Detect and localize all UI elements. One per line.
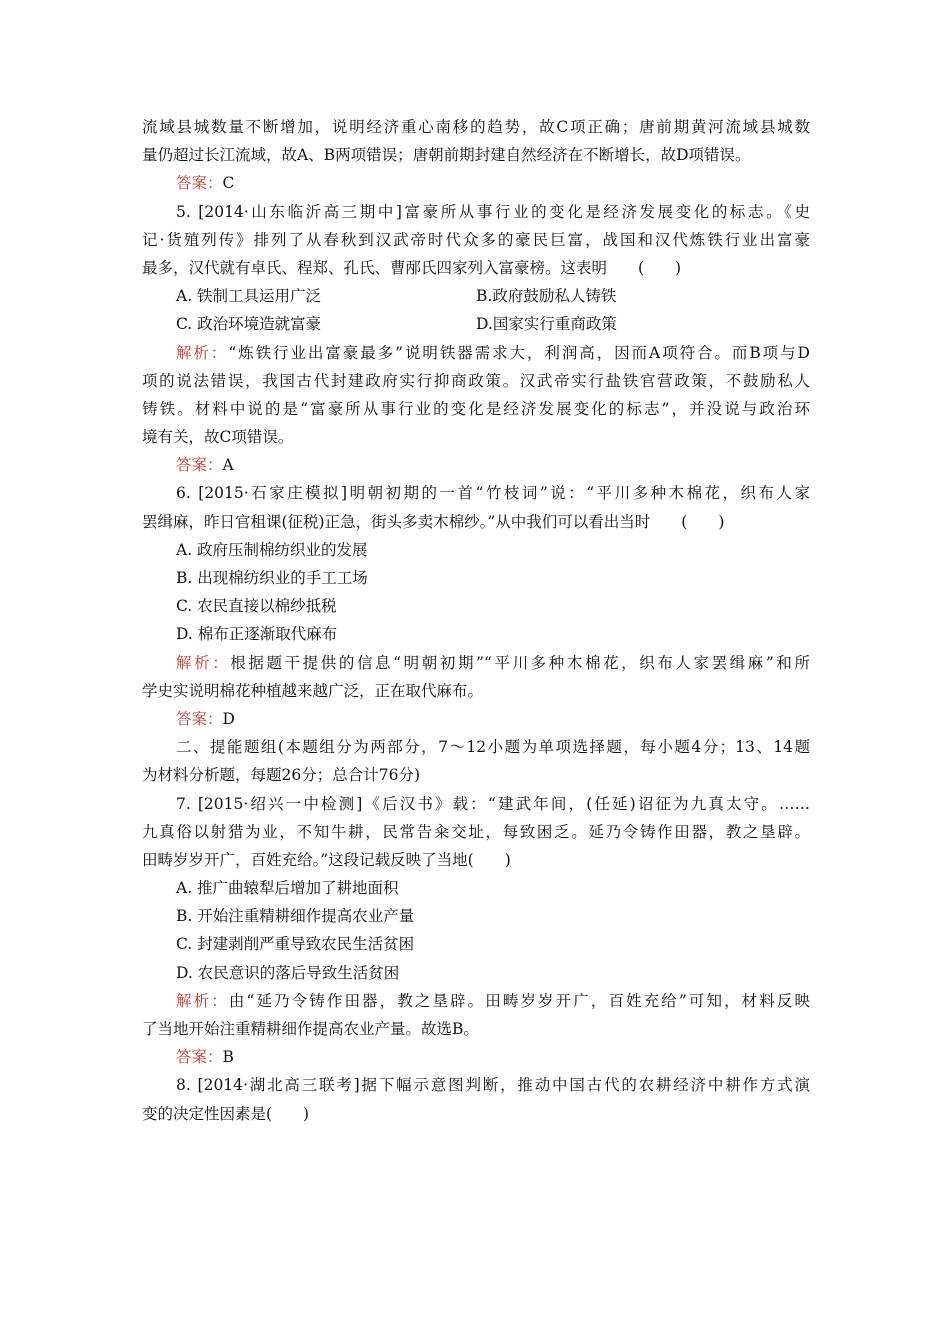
text-line: 九真俗以射猎为业，不知牛耕，民常告籴交址，每致困乏。延乃令铸作田器，教之垦辟。 [142,822,810,841]
text-line: 铸铁。材料中说的是“富豪所从事行业的变化是经济发展变化的标志”，并没说与政治环 [142,399,810,418]
analysis-text: 由“延乃令铸作田器，教之垦辟。田畴岁岁开广，百姓充给”可知，材料反映 [228,991,810,1010]
answer-line [142,451,810,479]
option-text: B.政府鼓励私人铸铁 [476,287,617,306]
analysis-line [142,987,810,1015]
text-line: 二、提能题组(本题组分为两部分，7～12小题为单项选择题，每小题4分；13、14题 [176,738,810,757]
option-line: A. 推广曲辕犁后增加了耕地面积 [176,879,399,898]
text-line: 记·货殖列传》排列了从春秋到汉武帝时代众多的豪民巨富，战国和汉代炼铁行业出富豪 [142,230,810,249]
answer-label: 答案： [176,709,223,728]
analysis-line [142,649,810,677]
answer-value: B [222,1048,234,1067]
answer-line [142,169,810,197]
option-line: B. 出现棉纺织业的手工工场 [176,569,368,587]
option-text: D.国家实行重商政策 [476,315,617,334]
text-line: 了当地开始注重精耕细作提高农业产量。故选B。 [142,1020,479,1038]
analysis-text: 根据题干提供的信息“明朝初期”“平川多种木棉花，织布人家罢缉麻”和所 [230,653,810,672]
answer-value: D [222,709,235,728]
option-row [142,310,810,338]
document-body [142,113,810,1128]
text-line: 项的说法错误，我国古代封建政府实行抑商政策。汉武帝实行盐铁官营政策，不鼓励私人 [142,371,810,390]
answer-value: A [222,456,234,475]
option-line: D. 农民意识的落后导致生活贫困 [176,963,400,982]
analysis-label: 解析： [176,343,229,362]
text-line: 田畴岁岁开广，百姓充给。”这段记载反映了当地( ) [142,850,511,869]
answer-label: 答案： [176,1048,223,1067]
analysis-line [142,339,810,367]
text-line: 最多，汉代就有卓氏、程郑、孔氏、曹邴氏四家列入富豪榜。这表明 ( ) [142,258,682,277]
text-line: 6. [2015·石家庄模拟]明朝初期的一首“竹枝词”说：“平川多种木棉花，织布人家 [176,484,810,503]
text-line: 量仍超过长江流域，故A、B两项错误；唐朝前期封建自然经济在不断增长，故D项错误。 [142,146,751,165]
answer-value: C [222,174,235,193]
text-line: 7. [2015·绍兴一中检测]《后汉书》载：“建武年间，(任延)诏征为九真太守。…… [176,794,810,813]
text-line: 变的决定性因素是( ) [142,1104,310,1123]
option-line: B. 开始注重精耕细作提高农业产量 [176,907,415,926]
text-line: 学史实说明棉花种植越来越广泛，正在取代麻布。 [142,681,484,700]
text-line: 流域县城数量不断增加，说明经济重心南移的趋势，故C项正确；唐前期黄河流域县城数 [142,118,810,136]
option-line: C. 封建剥削严重导致农民生活贫困 [176,935,415,954]
option-text: C. 政治环境造就富豪 [176,315,322,334]
text-line: 为材料分析题，每题26分；总合计76分) [142,766,420,785]
answer-label: 答案： [176,456,223,475]
text-line: 8. [2014·湖北高三联考]据下幅示意图判断，推动中国古代的农耕经济中耕作方式演 [176,1076,810,1095]
text-line: 境有关，故C项错误。 [142,428,294,447]
answer-line [142,705,810,733]
text-line: 罢缉麻，昨日官租课(征税)正急，街头多卖木棉纱。”从中我们可以看出当时 ( ) [142,512,725,531]
answer-label: 答案： [176,174,223,193]
analysis-text: “炼铁行业出富豪最多”说明铁器需求大，利润高，因而A项符合。而B项与D [228,343,810,362]
text-line: 5. [2014·山东临沂高三期中]富豪所从事行业的变化是经济发展变化的标志。《史 [176,202,810,221]
analysis-label: 解析： [176,991,229,1010]
option-line: A. 政府压制棉纺织业的发展 [176,540,368,559]
option-row [142,282,810,310]
analysis-label: 解析： [176,653,231,672]
option-line: D. 棉布正逐渐取代麻布 [176,625,338,644]
answer-line [142,1043,810,1071]
option-text: A. 铁制工具运用广泛 [176,287,322,306]
option-line: C. 农民直接以棉纱抵税 [176,597,337,616]
